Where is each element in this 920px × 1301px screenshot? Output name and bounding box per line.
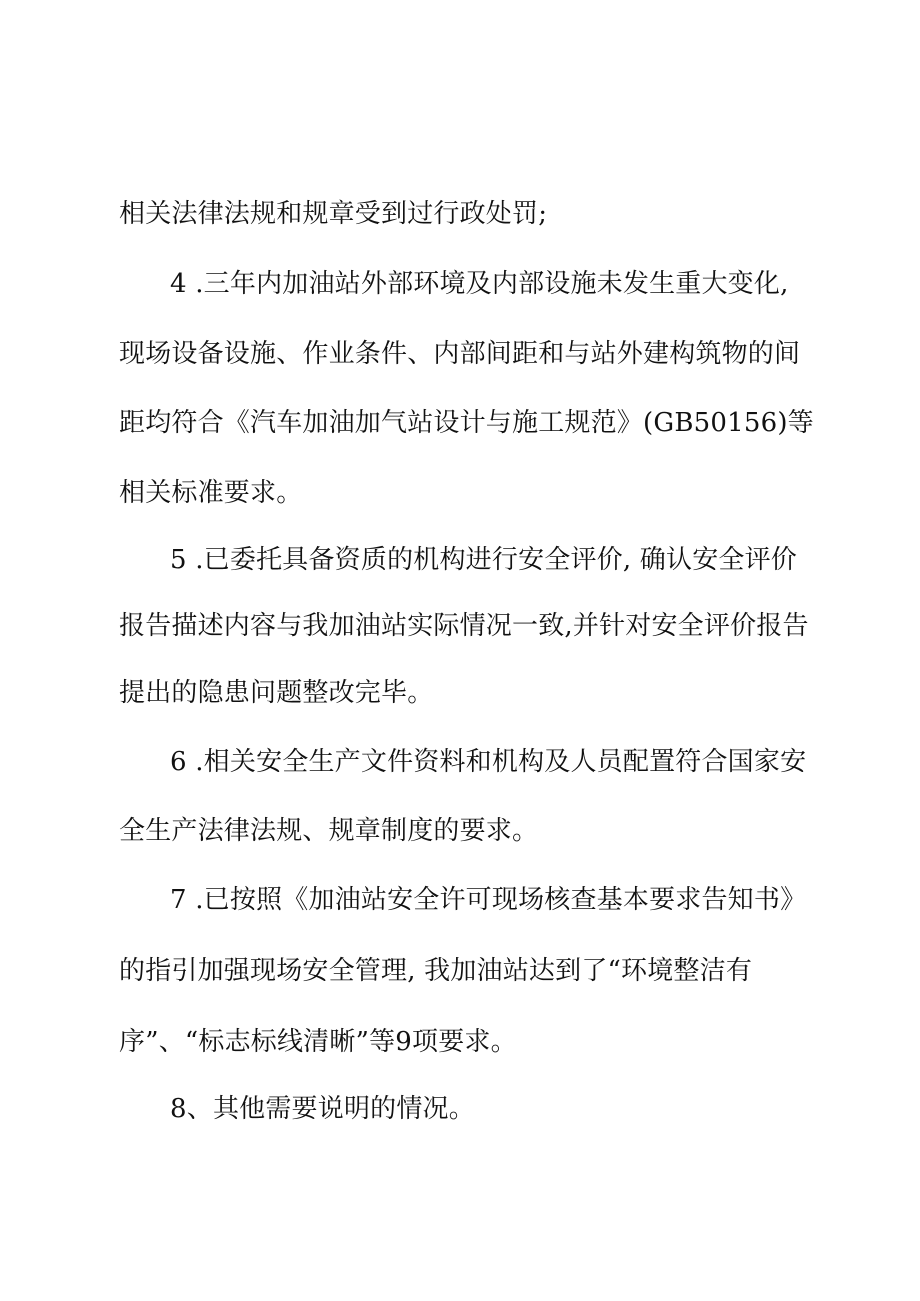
item-7-line-2: 的指引加强现场安全管理, 我加油站达到了“环境整洁有 — [119, 956, 753, 986]
item-8-line-1: 8、其他需要说明的情况。 — [170, 1094, 475, 1124]
item-5-line-3: 提出的隐患问题整改完毕。 — [119, 678, 434, 708]
item-4-line-3: 距均符合《汽车加油加气站设计与施工规范》(GB50156)等 — [119, 408, 814, 438]
item-6-line-2: 全生产法律法规、规章制度的要求。 — [119, 816, 539, 846]
item-5-line-2: 报告描述内容与我加油站实际情况一致,并针对安全评价报告 — [119, 611, 809, 641]
item-4-line-1: 4 .三年内加油站外部环境及内部设施未发生重大变化, — [170, 269, 789, 299]
item-4-line-4: 相关标准要求。 — [119, 478, 303, 508]
item-6-line-1: 6 .相关安全生产文件资料和机构及人员配置符合国家安 — [170, 747, 807, 777]
text-line-1: 相关法律法规和规章受到过行政处罚; — [119, 199, 548, 229]
item-7-line-3: 序”、“标志标线清晰”等9项要求。 — [119, 1027, 517, 1057]
item-4-line-2: 现场设备设施、作业条件、内部间距和与站外建构筑物的间 — [119, 339, 801, 369]
item-5-line-1: 5 .已委托具备资质的机构进行安全评价, 确认安全评价 — [170, 545, 798, 575]
item-7-line-1: 7 .已按照《加油站安全许可现场核查基本要求告知书》 — [170, 885, 807, 915]
